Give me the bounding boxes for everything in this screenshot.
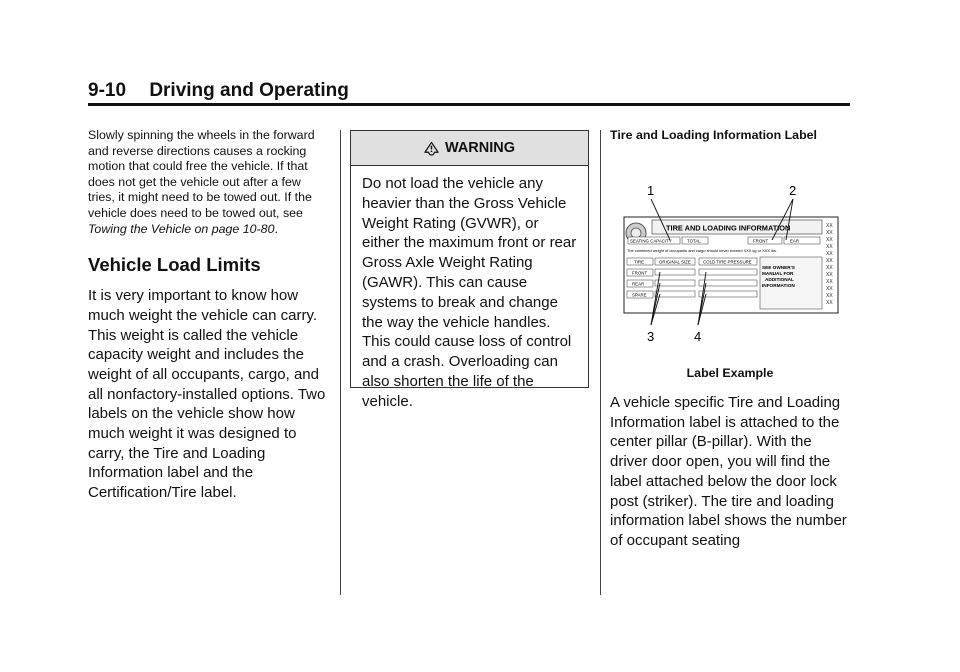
page-number: 9-10 xyxy=(88,80,127,101)
label-title: TIRE AND LOADING INFORMATION xyxy=(666,223,791,233)
figure-caption: Tire and Loading Information Label xyxy=(610,128,817,142)
col-tire-label: TIRE xyxy=(634,259,645,265)
manual-for-text: MANUAL FOR xyxy=(762,271,794,276)
towing-link[interactable]: Towing the Vehicle on page 10-80 xyxy=(88,221,275,236)
intro-paragraph: Slowly spinning the wheels in the forward and reverse directions causes a rocking motion that could free the vehicle. If that does not get the vehicle out after a few tries, it might need to be towed out. If the vehicle does need to be towed out, see Towing the Vehicle on page 10-80. xyxy=(88,128,315,236)
col-original-size-label: ORIGINAL SIZE xyxy=(659,259,691,265)
warning-title: WARNING xyxy=(444,140,516,156)
svg-text:XX: XX xyxy=(826,300,833,306)
rear-seating-label: EAR xyxy=(790,238,800,244)
section-heading: Vehicle Load Limits xyxy=(88,254,261,276)
callout-2: 2 xyxy=(789,183,797,198)
svg-text:XX: XX xyxy=(826,237,833,243)
callout-4: 4 xyxy=(694,329,702,344)
svg-text:XX: XX xyxy=(826,223,833,229)
svg-text:XX: XX xyxy=(826,258,833,264)
see-owners-text: SEE OWNER'S xyxy=(762,265,795,270)
edge-marks xyxy=(826,223,833,306)
column-right-bottom xyxy=(610,393,850,551)
column-right-top xyxy=(610,128,850,143)
warning-icon xyxy=(424,141,439,156)
svg-text:XX: XX xyxy=(826,279,833,285)
warning-text: Do not load the vehicle any heavier than the Gross Vehicle Weight Rating (GVWR), or either the maximum front or rear Gross Axle Weight Rating (GAWR). This can cause systems to break and change the way the vehicle handles. This could cause loss of control and a crash. Overloading can also shorten the life of the vehicle. xyxy=(362,175,577,410)
svg-text:XX: XX xyxy=(826,286,833,292)
svg-text:XX: XX xyxy=(826,265,833,271)
header-rule xyxy=(88,103,850,106)
column-divider-left xyxy=(340,130,341,595)
svg-text:XX: XX xyxy=(826,244,833,250)
svg-text:XX: XX xyxy=(826,251,833,257)
front-seating-label: FRONT xyxy=(753,238,769,244)
information-text: INFORMATION xyxy=(762,283,795,288)
svg-text:XX: XX xyxy=(826,272,833,278)
callout-3: 3 xyxy=(647,329,655,344)
page-header xyxy=(88,80,349,102)
warning-box xyxy=(350,130,589,410)
load-limits-paragraph: It is very important to know how much weight the vehicle can carry. This weight is called the vehicle capacity weight and includes the weight of all occupants, cargo, and all nonfactory-installed options. Two labels on the vehicle show how much weight it was designed to carry, the Tire and Loading Information label and the Certification/Tire label. xyxy=(88,287,326,502)
total-label: TOTAL xyxy=(687,238,701,244)
column-divider-right xyxy=(600,130,601,595)
svg-text:XX: XX xyxy=(826,230,833,236)
warning-header xyxy=(351,131,588,166)
label-example-caption: Label Example xyxy=(686,366,774,380)
col-cold-pressure-label: COLD TIRE PRESSURE xyxy=(703,259,752,265)
combined-weight-text: The combined weight of occupants and cargo should never exceed XXX kg or XXX lbs. xyxy=(627,248,778,253)
additional-text: ADDITIONAL xyxy=(765,277,794,282)
tire-label-figure xyxy=(610,175,850,350)
seating-capacity-label: SEATING CAPACITY xyxy=(630,238,672,244)
section-title: Driving and Operating xyxy=(149,80,349,101)
label-location-paragraph: A vehicle specific Tire and Loading Information label is attached to the center pillar (B-pillar). With the driver door open, you will find the label attached below the door lock post (striker). The tire and loading information label shows the number of occupant seating xyxy=(610,394,847,549)
callout-1: 1 xyxy=(647,183,655,198)
row-spare-label: SPARE xyxy=(632,292,647,298)
svg-text:XX: XX xyxy=(826,293,833,299)
row-front-label: FRONT xyxy=(632,270,648,276)
row-rear-label: REAR xyxy=(632,281,645,287)
column-left xyxy=(88,128,328,503)
